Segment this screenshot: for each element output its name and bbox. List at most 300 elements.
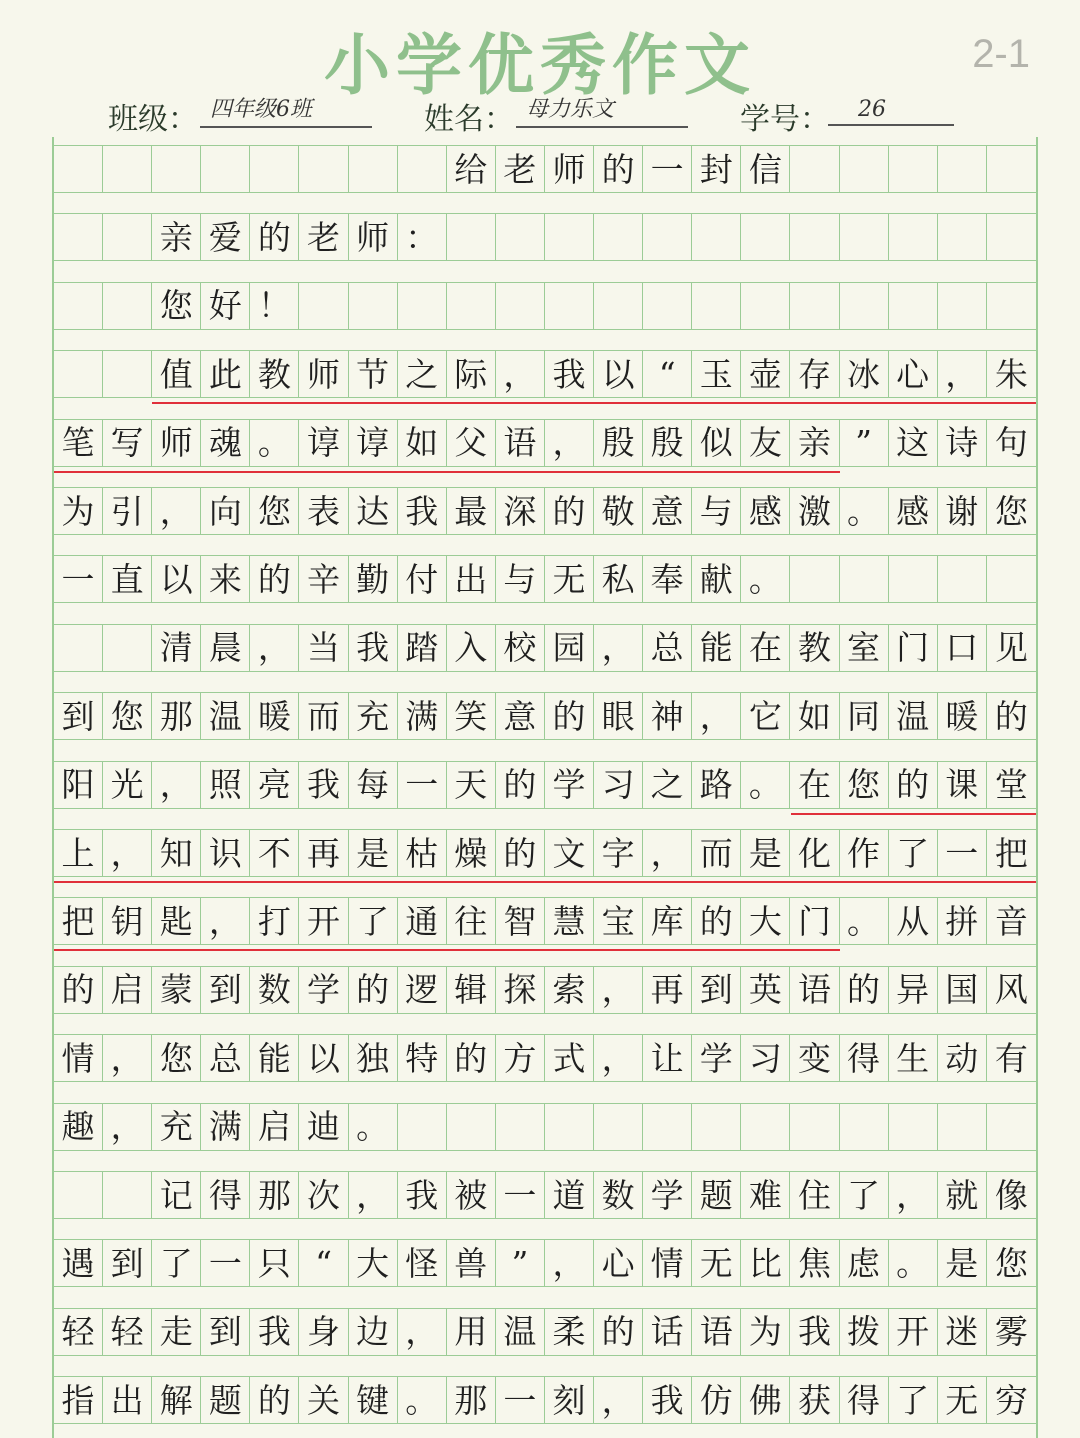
grid-cell: 满 <box>201 1104 250 1150</box>
grid-cell: 了 <box>152 1240 201 1286</box>
grid-cell: 的 <box>545 488 594 534</box>
grid-cell: 友 <box>741 420 790 466</box>
grid-cell: 题 <box>201 1377 250 1423</box>
grid-cell: 的 <box>250 214 299 260</box>
grid-cell: 朱 <box>994 354 1028 394</box>
grid-cell: 您 <box>250 488 299 534</box>
grid-cell: 我 <box>349 625 398 671</box>
grid-row <box>54 1171 1036 1219</box>
grid-cell <box>103 625 152 671</box>
grid-cell: 直 <box>103 556 152 602</box>
grid-cell: 的 <box>447 1035 496 1081</box>
grid-cell: 学 <box>545 762 594 808</box>
grid-cell: 天 <box>447 762 496 808</box>
grid-cell: 比 <box>741 1240 790 1286</box>
grid-cell: 独 <box>349 1035 398 1081</box>
grid-cell <box>643 1104 692 1150</box>
grid-cell: 字 <box>594 830 643 876</box>
grid-cell: ” <box>496 1240 545 1286</box>
grid-cell: 最 <box>447 488 496 534</box>
grid-cell: 迷 <box>938 1309 987 1355</box>
grid-cell: 探 <box>496 967 545 1013</box>
grid-cell <box>594 283 643 329</box>
grid-cell <box>447 214 496 260</box>
grid-cell: 式 <box>545 1035 594 1081</box>
grid-cell: 智 <box>496 898 545 944</box>
grid-row <box>54 624 1036 672</box>
grid-cell: 到 <box>103 1240 152 1286</box>
grid-cell: 得 <box>201 1172 250 1218</box>
grid-cell: 门 <box>889 625 938 671</box>
grid-cell <box>152 146 201 192</box>
grid-cell: 索 <box>545 967 594 1013</box>
grid-cell: 口 <box>938 625 987 671</box>
page-number: 2-1 <box>972 32 1030 76</box>
grid-cell: 如 <box>790 693 839 739</box>
grid-cell: ， <box>103 830 152 876</box>
grid-cell: 诗 <box>938 420 987 466</box>
grid-cell: 被 <box>447 1172 496 1218</box>
grid-cell: ， <box>152 762 201 808</box>
grid-cell: 把 <box>54 898 103 944</box>
grid-cell: 私 <box>594 556 643 602</box>
grid-cell <box>299 283 348 329</box>
grid-cell <box>790 1104 839 1150</box>
grid-cell: ， <box>594 967 643 1013</box>
grid-cell: 暖 <box>938 693 987 739</box>
name-value: 母力乐文 <box>516 90 688 128</box>
grid-cell: 堂 <box>994 765 1028 805</box>
grid-cell: ， <box>152 488 201 534</box>
grid-cell: 焦 <box>790 1240 839 1286</box>
grid-cell: 是 <box>741 830 790 876</box>
grid-cell <box>840 214 889 260</box>
grid-cell: 意 <box>496 693 545 739</box>
grid-cell <box>938 1104 987 1150</box>
grid-cell: 此 <box>201 351 250 397</box>
grid-cell: 匙 <box>152 898 201 944</box>
grid-cell: 把 <box>994 833 1028 873</box>
grid-cell <box>987 556 1036 602</box>
grid-cell: 习 <box>741 1035 790 1081</box>
grid-cell: 趣 <box>54 1104 103 1150</box>
grid-cell: 为 <box>54 488 103 534</box>
grid-cell: 一 <box>54 556 103 602</box>
grid-cell <box>889 283 938 329</box>
grid-cell: 的 <box>594 146 643 192</box>
grid-cell: 能 <box>250 1035 299 1081</box>
grid-cell: 壶 <box>741 351 790 397</box>
grid-cell <box>938 283 987 329</box>
grid-cell: 大 <box>349 1240 398 1286</box>
grid-cell: 用 <box>447 1309 496 1355</box>
grid-cell: 。 <box>840 898 889 944</box>
grid-cell <box>643 214 692 260</box>
grid-cell <box>840 146 889 192</box>
class-label: 班级： <box>108 102 198 137</box>
grid-cell: 仿 <box>692 1377 741 1423</box>
grid-cell: 的 <box>994 696 1028 736</box>
grid-cell: 在 <box>741 625 790 671</box>
grid-cell: 心 <box>594 1240 643 1286</box>
grid-cell: 之 <box>398 351 447 397</box>
grid-cell: 国 <box>938 967 987 1013</box>
grid-cell: 习 <box>594 762 643 808</box>
grid-cell: 不 <box>250 830 299 876</box>
grid-row <box>54 213 1036 261</box>
grid-cell: 阳 <box>54 762 103 808</box>
grid-cell: 向 <box>201 488 250 534</box>
grid-cell: 那 <box>250 1172 299 1218</box>
grid-cell: 校 <box>496 625 545 671</box>
grid-cell: 爱 <box>201 214 250 260</box>
grid-cell: 一 <box>643 146 692 192</box>
grid-cell: 好 <box>201 283 250 329</box>
grid-cell <box>790 556 839 602</box>
grid-cell: 一 <box>398 762 447 808</box>
grid-cell: 逻 <box>398 967 447 1013</box>
grid-cell: 老 <box>496 146 545 192</box>
grid-cell: 。 <box>349 1104 398 1150</box>
grid-cell <box>54 351 103 397</box>
grid-cell: 我 <box>790 1309 839 1355</box>
grid-cell: 眼 <box>594 693 643 739</box>
grid-cell: 节 <box>349 351 398 397</box>
grid-cell: 同 <box>840 693 889 739</box>
grid-cell: 亮 <box>250 762 299 808</box>
grid-cell: 老 <box>299 214 348 260</box>
grid-cell: 存 <box>790 351 839 397</box>
grid-cell: ， <box>643 830 692 876</box>
grid-cell: 照 <box>201 762 250 808</box>
grid-cell <box>889 1104 938 1150</box>
grid-cell <box>54 625 103 671</box>
grid-cell <box>103 1172 152 1218</box>
grid-cell: 室 <box>840 625 889 671</box>
grid-cell: 晨 <box>201 625 250 671</box>
grid-cell <box>398 1104 447 1150</box>
grid-cell: 有 <box>994 1038 1028 1078</box>
grid-cell: 次 <box>299 1172 348 1218</box>
grid-cell: 以 <box>299 1035 348 1081</box>
grid-cell: 情 <box>54 1035 103 1081</box>
grid-row <box>54 555 1036 603</box>
grid-cell <box>54 146 103 192</box>
grid-cell: 通 <box>398 898 447 944</box>
grid-cell: 充 <box>349 693 398 739</box>
grid-cell: 。 <box>840 488 889 534</box>
grid-cell: 教 <box>790 625 839 671</box>
grid-cell: ， <box>349 1172 398 1218</box>
grid-cell: 似 <box>692 420 741 466</box>
grid-cell: ！ <box>250 283 299 329</box>
grid-cell: 门 <box>790 898 839 944</box>
grid-cell <box>889 556 938 602</box>
grid-cell: 冰 <box>840 351 889 397</box>
red-underline-mark <box>791 813 1037 815</box>
grid-row <box>54 487 1036 535</box>
grid-cell: 。 <box>398 1377 447 1423</box>
grid-cell <box>594 214 643 260</box>
grid-cell: 穷 <box>994 1380 1028 1420</box>
grid-cell: 生 <box>889 1035 938 1081</box>
grid-cell: 之 <box>643 762 692 808</box>
grid-cell: 启 <box>250 1104 299 1150</box>
grid-row <box>54 282 1036 330</box>
grid-cell: 文 <box>545 830 594 876</box>
grid-row <box>54 1239 1036 1287</box>
grid-cell <box>398 283 447 329</box>
grid-cell: 的 <box>250 1377 299 1423</box>
grid-cell: 与 <box>692 488 741 534</box>
grid-cell: 清 <box>152 625 201 671</box>
id-value: 26 <box>828 90 954 126</box>
grid-row <box>54 145 1036 193</box>
grid-cell: 燥 <box>447 830 496 876</box>
grid-cell: 获 <box>790 1377 839 1423</box>
grid-cell: 无 <box>938 1377 987 1423</box>
grid-cell: 教 <box>250 351 299 397</box>
grid-cell <box>496 214 545 260</box>
grid-cell <box>987 214 1036 260</box>
grid-cell: 走 <box>152 1309 201 1355</box>
grid-cell <box>54 214 103 260</box>
grid-cell: 一 <box>938 830 987 876</box>
grid-cell <box>54 283 103 329</box>
grid-cell: 充 <box>152 1104 201 1150</box>
grid-cell: 住 <box>790 1172 839 1218</box>
grid-cell: 那 <box>447 1377 496 1423</box>
grid-row <box>54 1308 1036 1356</box>
grid-cell: 敬 <box>594 488 643 534</box>
grid-cell <box>692 1104 741 1150</box>
grid-cell: 从 <box>889 898 938 944</box>
grid-cell: 再 <box>643 967 692 1013</box>
grid-cell: 打 <box>250 898 299 944</box>
grid-cell: 给 <box>447 146 496 192</box>
grid-cell: “ <box>643 351 692 397</box>
grid-cell: 宝 <box>594 898 643 944</box>
grid-cell: 。 <box>741 556 790 602</box>
grid-cell: 来 <box>201 556 250 602</box>
grid-cell: 再 <box>299 830 348 876</box>
grid-cell: 。 <box>250 420 299 466</box>
grid-cell: 师 <box>299 351 348 397</box>
grid-cell: 际 <box>447 351 496 397</box>
grid-cell: 的 <box>545 693 594 739</box>
grid-cell: 无 <box>692 1240 741 1286</box>
grid-cell: 如 <box>398 420 447 466</box>
grid-cell: 的 <box>54 967 103 1013</box>
red-underline-mark <box>54 949 840 951</box>
grid-cell: 学 <box>643 1172 692 1218</box>
grid-cell: 的 <box>840 967 889 1013</box>
grid-cell <box>741 1104 790 1150</box>
grid-cell: 英 <box>741 967 790 1013</box>
grid-cell: 殷 <box>594 420 643 466</box>
grid-cell <box>103 146 152 192</box>
grid-cell: 笔 <box>54 420 103 466</box>
grid-cell: 了 <box>349 898 398 944</box>
grid-cell <box>299 146 348 192</box>
grid-row <box>54 966 1036 1014</box>
grid-cell: 枯 <box>398 830 447 876</box>
grid-cell: 的 <box>594 1309 643 1355</box>
grid-cell: 让 <box>643 1035 692 1081</box>
grid-cell: ， <box>103 1104 152 1150</box>
grid-cell <box>594 1104 643 1150</box>
grid-cell: 我 <box>250 1309 299 1355</box>
grid-cell: 出 <box>103 1377 152 1423</box>
grid-cell: 玉 <box>692 351 741 397</box>
grid-cell <box>54 1172 103 1218</box>
grid-cell: 刻 <box>545 1377 594 1423</box>
grid-cell: 写 <box>103 420 152 466</box>
grid-cell: 课 <box>938 762 987 808</box>
grid-cell: 的 <box>496 762 545 808</box>
grid-cell: 父 <box>447 420 496 466</box>
grid-cell: 佛 <box>741 1377 790 1423</box>
grid-cell: 的 <box>889 762 938 808</box>
grid-cell: 话 <box>643 1309 692 1355</box>
grid-cell: 学 <box>692 1035 741 1081</box>
student-info-header <box>0 88 1080 136</box>
class-value: 四年级6班 <box>200 90 372 128</box>
grid-cell: 了 <box>840 1172 889 1218</box>
grid-cell: 感 <box>741 488 790 534</box>
grid-cell: 每 <box>349 762 398 808</box>
grid-cell <box>201 146 250 192</box>
grid-cell: 异 <box>889 967 938 1013</box>
grid-cell: 勤 <box>349 556 398 602</box>
grid-cell <box>496 283 545 329</box>
grid-cell: ， <box>250 625 299 671</box>
grid-cell: ， <box>938 351 987 397</box>
grid-cell: 出 <box>447 556 496 602</box>
grid-cell <box>840 556 889 602</box>
grid-cell: 钥 <box>103 898 152 944</box>
grid-cell: 就 <box>938 1172 987 1218</box>
grid-cell: 一 <box>496 1377 545 1423</box>
grid-cell <box>840 1104 889 1150</box>
grid-cell: 题 <box>692 1172 741 1218</box>
grid-cell: 往 <box>447 898 496 944</box>
grid-cell: 表 <box>299 488 348 534</box>
grid-cell: 的 <box>349 967 398 1013</box>
grid-cell: 慧 <box>545 898 594 944</box>
grid-cell: 句 <box>994 423 1028 463</box>
grid-row <box>54 829 1036 877</box>
grid-cell: 蒙 <box>152 967 201 1013</box>
grid-cell: 变 <box>790 1035 839 1081</box>
grid-cell: 我 <box>398 488 447 534</box>
grid-cell: 我 <box>398 1172 447 1218</box>
red-underline-mark <box>54 471 840 473</box>
grid-cell: 以 <box>152 556 201 602</box>
grid-cell <box>643 283 692 329</box>
grid-cell: ， <box>398 1309 447 1355</box>
grid-cell: 指 <box>54 1377 103 1423</box>
grid-cell: 为 <box>741 1309 790 1355</box>
grid-cell: 无 <box>545 556 594 602</box>
grid-cell <box>545 214 594 260</box>
grid-cell <box>790 283 839 329</box>
grid-cell: 虑 <box>840 1240 889 1286</box>
grid-cell: 化 <box>790 830 839 876</box>
grid-cell: 路 <box>692 762 741 808</box>
grid-cell: 是 <box>349 830 398 876</box>
grid-cell: 暖 <box>250 693 299 739</box>
grid-cell: 这 <box>889 420 938 466</box>
grid-cell: 雾 <box>994 1312 1028 1352</box>
grid-cell: 的 <box>692 898 741 944</box>
grid-cell: 师 <box>349 214 398 260</box>
grid-cell: ， <box>201 898 250 944</box>
grid-cell: 语 <box>496 420 545 466</box>
grid-cell: 温 <box>496 1309 545 1355</box>
grid-cell <box>741 283 790 329</box>
grid-cell: 动 <box>938 1035 987 1081</box>
grid-cell: 值 <box>152 351 201 397</box>
grid-cell: 辛 <box>299 556 348 602</box>
grid-cell: 付 <box>398 556 447 602</box>
grid-cell <box>103 283 152 329</box>
grid-cell: 我 <box>545 351 594 397</box>
grid-cell: 了 <box>889 1377 938 1423</box>
grid-cell <box>545 283 594 329</box>
red-underline-mark <box>54 881 1036 883</box>
grid-cell: 献 <box>692 556 741 602</box>
grid-cell: 而 <box>692 830 741 876</box>
grid-cell: 到 <box>692 967 741 1013</box>
grid-cell: 魂 <box>201 420 250 466</box>
grid-cell: 踏 <box>398 625 447 671</box>
grid-cell: 得 <box>840 1377 889 1423</box>
grid-cell: 特 <box>398 1035 447 1081</box>
grid-cell: 总 <box>201 1035 250 1081</box>
grid-cell: 引 <box>103 488 152 534</box>
grid-cell <box>987 146 1036 192</box>
grid-cell <box>741 214 790 260</box>
grid-cell: 总 <box>643 625 692 671</box>
grid-cell <box>545 1104 594 1150</box>
grid-row <box>54 419 1036 467</box>
grid-cell: 谆 <box>299 420 348 466</box>
grid-cell: 神 <box>643 693 692 739</box>
grid-row <box>54 1103 1036 1151</box>
grid-cell <box>447 283 496 329</box>
grid-cell: 您 <box>994 1243 1028 1283</box>
grid-cell: 学 <box>299 967 348 1013</box>
grid-cell: 轻 <box>54 1309 103 1355</box>
grid-cell: ： <box>398 214 447 260</box>
grid-cell <box>250 146 299 192</box>
grid-cell: ， <box>594 625 643 671</box>
grid-cell <box>692 214 741 260</box>
grid-row <box>54 897 1036 945</box>
grid-cell: 记 <box>152 1172 201 1218</box>
grid-cell: 只 <box>250 1240 299 1286</box>
grid-cell: 数 <box>250 967 299 1013</box>
grid-cell: 入 <box>447 625 496 671</box>
grid-cell: 封 <box>692 146 741 192</box>
grid-cell: 到 <box>54 693 103 739</box>
grid-cell: 您 <box>152 1035 201 1081</box>
grid-cell: 开 <box>889 1309 938 1355</box>
grid-cell: 迪 <box>299 1104 348 1150</box>
grid-cell <box>103 214 152 260</box>
grid-cell: 那 <box>152 693 201 739</box>
